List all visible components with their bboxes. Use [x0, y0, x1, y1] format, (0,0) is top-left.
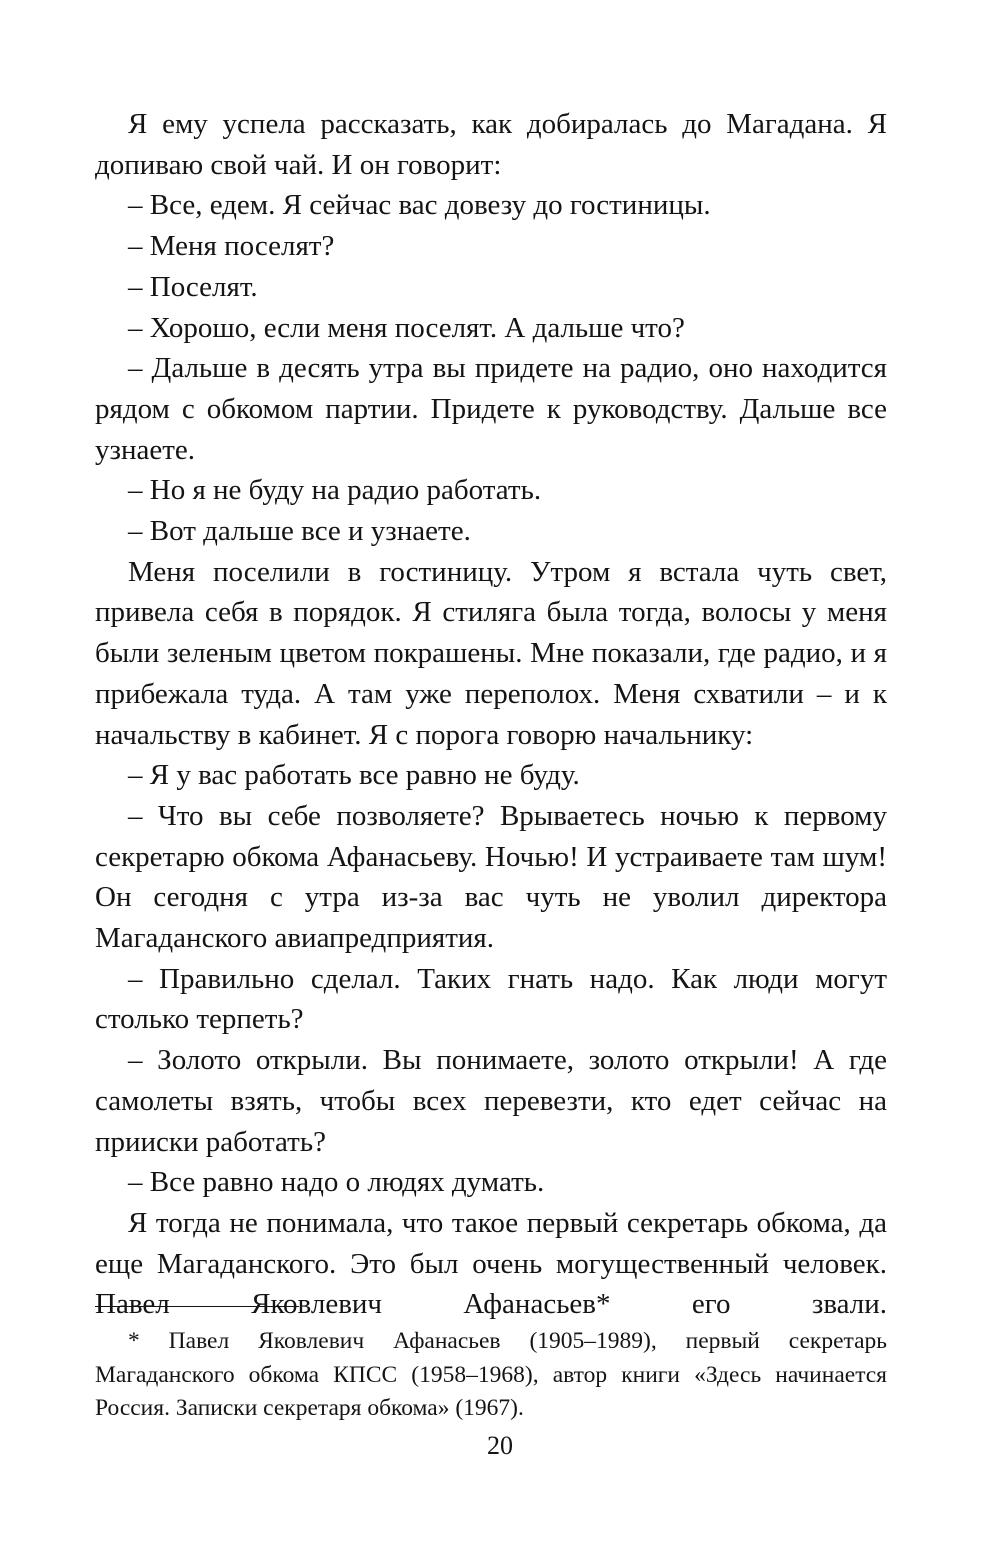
paragraph: Я ему успела рассказать, как добиралась до Магадана. Я допиваю свой чай. И он говорит:	[95, 108, 887, 181]
main-text	[95, 104, 887, 1325]
dialogue-line: – Но я не буду на радио работать.	[128, 474, 542, 507]
dialogue-line: – Хорошо, если меня поселят. А дальше что?	[128, 311, 685, 344]
dialogue-line: – Все, едем. Я сейчас вас довезу до гостиницы.	[128, 189, 711, 222]
dialogue-line: – Вот дальше все и узнаете.	[128, 515, 471, 548]
dialogue-line: – Поселят.	[128, 270, 258, 303]
dialogue-line: – Дальше в десять утра вы придете на радио, оно находится рядом с обкомом партии. Придете к руководству. Дальше все узнаете.	[95, 352, 887, 466]
dialogue-line: – Меня поселят?	[128, 230, 335, 263]
paragraph: Я тогда не понимала, что такое первый секретарь обкома, да еще Магаданского. Это был очень могущественный человек. Павел Яковлевич Афанасьев* его звали.	[95, 1206, 887, 1321]
page-number: 20	[487, 1431, 513, 1460]
footnote: * Павел Яковлевич Афанасьев (1905–1989), первый секретарь Магаданского обкома КПСС (1958–1968), автор книги «Здесь начинается Россия. Записки секретаря обкома» (1967).	[95, 1328, 887, 1421]
dialogue-line: – Правильно сделал. Таких гнать надо. Как люди могут столько терпеть?	[95, 962, 887, 1036]
paragraph: Меня поселили в гостиницу. Утром я встала чуть свет, привела себя в порядок. Я стиляга была тогда, волосы у меня были зеленым цветом покрашены. Мне показали, где радио, и я прибежала туда. А там уже переполох. Меня схватили – и к начальству в кабинет. Я с порога говорю начальнику:	[95, 555, 887, 751]
dialogue-line: – Что вы себе позволяете? Врываетесь ночью к первому секретарю обкома Афанасьеву. Ночью! И устраиваете там шум! Он сегодня с утра из-за вас чуть не уволил директора Магаданского авиапредприятия.	[95, 799, 887, 955]
dialogue-line: – Я у вас работать все равно не буду.	[128, 759, 580, 792]
dialogue-line: – Золото открыли. Вы понимаете, золото открыли! А где самолеты взять, чтобы всех перевезти, кто едет сейчас на прииски работать?	[95, 1044, 887, 1158]
dialogue-line: – Все равно надо о людях думать.	[128, 1166, 545, 1199]
footnote-divider	[95, 1306, 299, 1307]
